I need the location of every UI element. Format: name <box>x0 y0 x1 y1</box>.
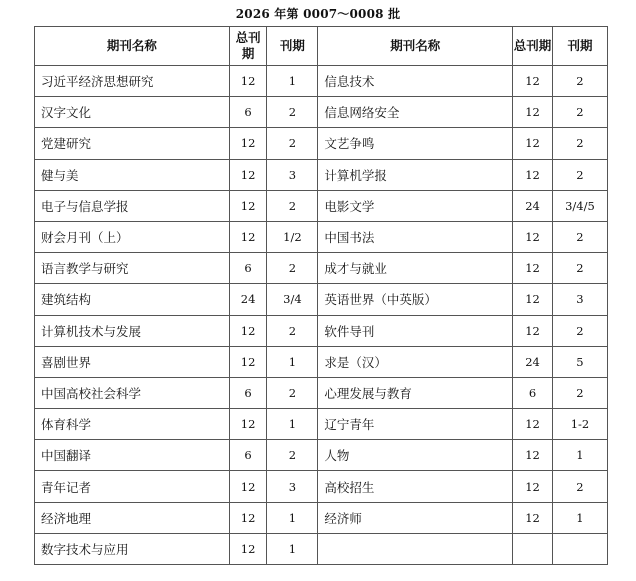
total-issues-cell: 12 <box>229 346 267 377</box>
issue-cell: 2 <box>552 377 607 408</box>
total-issues-cell: 12 <box>513 221 553 252</box>
issue-cell: 2 <box>552 253 607 284</box>
total-issues-cell: 12 <box>229 221 267 252</box>
issue-cell: 3/4 <box>267 284 318 315</box>
issue-cell: 2 <box>552 159 607 190</box>
issue-cell: 1 <box>267 502 318 533</box>
total-issues-cell: 24 <box>513 346 553 377</box>
journal-name-cell: 语言教学与研究 <box>35 253 230 284</box>
issue-cell: 3 <box>552 284 607 315</box>
table-row <box>35 128 608 159</box>
header-journal-name: 期刊名称 <box>318 27 513 66</box>
table-row <box>35 284 608 315</box>
issue-cell: 2 <box>552 471 607 502</box>
journal-name-cell: 信息技术 <box>318 66 513 97</box>
issue-cell: 1 <box>552 440 607 471</box>
journal-name-cell: 人物 <box>318 440 513 471</box>
journal-catalog-table <box>34 26 608 565</box>
journal-name-cell: 经济地理 <box>35 502 230 533</box>
issue-cell: 2 <box>267 253 318 284</box>
total-issues-cell: 12 <box>513 128 553 159</box>
table-row <box>35 377 608 408</box>
total-issues-cell: 24 <box>229 284 267 315</box>
total-issues-cell: 12 <box>513 97 553 128</box>
journal-name-cell: 电子与信息学报 <box>35 190 230 221</box>
table-row <box>35 409 608 440</box>
total-issues-cell: 24 <box>513 190 553 221</box>
total-issues-cell: 6 <box>513 377 553 408</box>
total-issues-cell: 12 <box>229 471 267 502</box>
header-journal-name: 期刊名称 <box>35 27 230 66</box>
table-row <box>35 346 608 377</box>
table-row <box>35 190 608 221</box>
header-issue: 刊期 <box>267 27 318 66</box>
journal-name-cell: 计算机学报 <box>318 159 513 190</box>
table-row <box>35 471 608 502</box>
total-issues-cell: 6 <box>229 377 267 408</box>
journal-name-cell: 喜剧世界 <box>35 346 230 377</box>
table-row <box>35 502 608 533</box>
issue-cell: 2 <box>267 97 318 128</box>
journal-name-cell: 软件导刊 <box>318 315 513 346</box>
issue-cell: 1 <box>552 502 607 533</box>
journal-name-cell: 中国翻译 <box>35 440 230 471</box>
journal-name-cell: 英语世界（中英版） <box>318 284 513 315</box>
total-issues-cell: 12 <box>229 66 267 97</box>
journal-name-cell: 青年记者 <box>35 471 230 502</box>
journal-name-cell: 求是（汉） <box>318 346 513 377</box>
issue-cell: 2 <box>552 97 607 128</box>
issue-cell: 1-2 <box>552 409 607 440</box>
page-title: 2026 年第 0007～0008 批 <box>235 7 401 21</box>
journal-name-cell: 数字技术与应用 <box>35 533 230 564</box>
total-issues-cell: 12 <box>229 502 267 533</box>
issue-cell: 1 <box>267 409 318 440</box>
total-issues-cell: 12 <box>229 190 267 221</box>
total-issues-cell: 6 <box>229 253 267 284</box>
table-row <box>35 440 608 471</box>
journal-name-cell: 财会月刊（上） <box>35 221 230 252</box>
issue-cell: 1/2 <box>267 221 318 252</box>
table-row <box>35 253 608 284</box>
journal-name-cell: 体育科学 <box>35 409 230 440</box>
issue-cell: 1 <box>267 533 318 564</box>
total-issues-cell: 12 <box>513 440 553 471</box>
table-row <box>35 159 608 190</box>
journal-name-cell: 经济师 <box>318 502 513 533</box>
total-issues-cell: 12 <box>513 284 553 315</box>
journal-name-cell: 辽宁青年 <box>318 409 513 440</box>
total-issues-cell: 12 <box>513 409 553 440</box>
total-issues-cell: 6 <box>229 97 267 128</box>
total-issues-cell: 6 <box>229 440 267 471</box>
issue-cell: 3/4/5 <box>552 190 607 221</box>
total-issues-cell <box>513 533 553 564</box>
issue-cell <box>552 533 607 564</box>
total-issues-cell: 12 <box>513 253 553 284</box>
journal-name-cell: 文艺争鸣 <box>318 128 513 159</box>
journal-name-cell: 心理发展与教育 <box>318 377 513 408</box>
journal-name-cell: 健与美 <box>35 159 230 190</box>
total-issues-cell: 12 <box>229 128 267 159</box>
journal-name-cell: 高校招生 <box>318 471 513 502</box>
table-row <box>35 97 608 128</box>
issue-cell: 1 <box>267 66 318 97</box>
table-body <box>35 66 608 565</box>
header-issue: 刊期 <box>552 27 607 66</box>
journal-name-cell: 电影文学 <box>318 190 513 221</box>
total-issues-cell: 12 <box>229 533 267 564</box>
journal-name-cell: 党建研究 <box>35 128 230 159</box>
header-total-issues: 总刊期 <box>229 27 267 66</box>
table-row <box>35 315 608 346</box>
issue-cell: 3 <box>267 471 318 502</box>
issue-cell: 5 <box>552 346 607 377</box>
issue-cell: 2 <box>552 66 607 97</box>
journal-name-cell: 中国书法 <box>318 221 513 252</box>
issue-cell: 3 <box>267 159 318 190</box>
issue-cell: 1 <box>267 346 318 377</box>
table-row <box>35 533 608 564</box>
journal-name-cell: 成才与就业 <box>318 253 513 284</box>
issue-cell: 2 <box>267 315 318 346</box>
total-issues-cell: 12 <box>229 159 267 190</box>
total-issues-cell: 12 <box>513 66 553 97</box>
total-issues-cell: 12 <box>513 159 553 190</box>
issue-cell: 2 <box>267 190 318 221</box>
table-row <box>35 221 608 252</box>
total-issues-cell: 12 <box>229 315 267 346</box>
issue-cell: 2 <box>267 377 318 408</box>
issue-cell: 2 <box>267 128 318 159</box>
journal-name-cell: 中国高校社会科学 <box>35 377 230 408</box>
journal-name-cell: 习近平经济思想研究 <box>35 66 230 97</box>
issue-cell: 2 <box>552 221 607 252</box>
table-header-row <box>35 27 608 66</box>
journal-name-cell: 汉字文化 <box>35 97 230 128</box>
table-row <box>35 66 608 97</box>
journal-name-cell: 计算机技术与发展 <box>35 315 230 346</box>
total-issues-cell: 12 <box>513 471 553 502</box>
issue-cell: 2 <box>552 128 607 159</box>
total-issues-cell: 12 <box>229 409 267 440</box>
issue-cell: 2 <box>552 315 607 346</box>
total-issues-cell: 12 <box>513 315 553 346</box>
total-issues-cell: 12 <box>513 502 553 533</box>
journal-name-cell: 建筑结构 <box>35 284 230 315</box>
issue-cell: 2 <box>267 440 318 471</box>
journal-name-cell <box>318 533 513 564</box>
header-total-issues: 总刊期 <box>513 27 553 66</box>
journal-name-cell: 信息网络安全 <box>318 97 513 128</box>
